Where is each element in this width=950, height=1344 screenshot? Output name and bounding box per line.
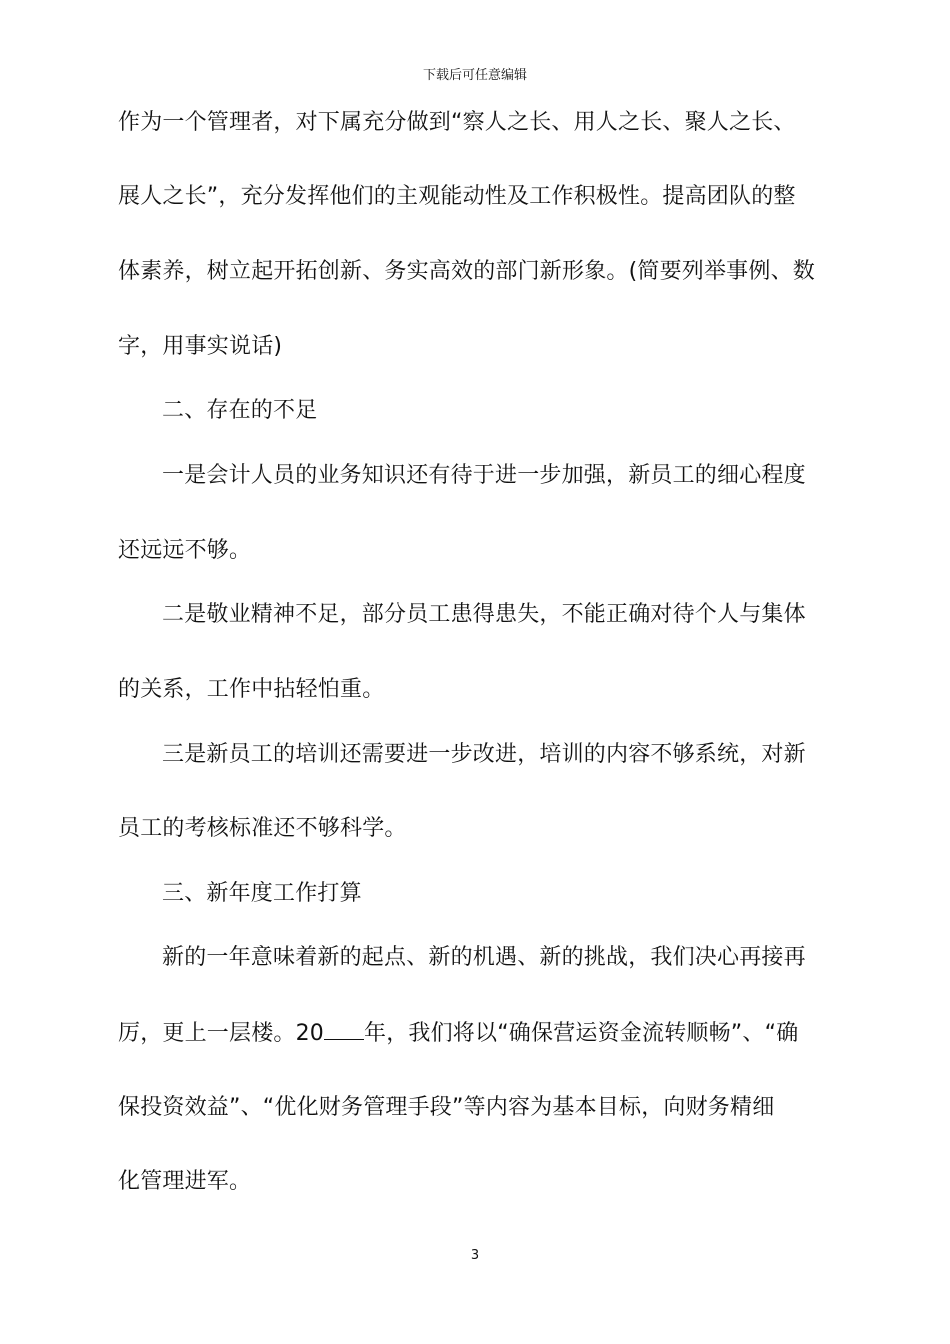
section-heading: 二、存在的不足 (162, 398, 318, 423)
paragraph-line: 一是会计人员的业务知识还有待于进一步加强，新员工的细心程度 (162, 463, 806, 488)
paragraph-line: 新的一年意味着新的起点、新的机遇、新的挑战，我们决心再接再 (162, 945, 806, 970)
line-text-after-blank: 年，我们将以“确保营运资金流转顺畅”、“确 (364, 1021, 799, 1046)
fill-in-blank (324, 1019, 364, 1040)
paragraph-line: 二是敬业精神不足，部分员工患得患失，不能正确对待个人与集体 (162, 602, 806, 627)
section-heading: 三、新年度工作打算 (162, 881, 362, 906)
paragraph-line: 的关系，工作中拈轻怕重。 (118, 677, 385, 702)
line-text-before-blank: 厉，更上一层楼。20 (118, 1021, 324, 1046)
paragraph-line: 员工的考核标准还不够科学。 (118, 816, 407, 841)
paragraph-line: 三是新员工的培训还需要进一步改进，培训的内容不够系统，对新 (162, 742, 806, 767)
paragraph-line: 展人之长”，充分发挥他们的主观能动性及工作积极性。提高团队的整 (118, 184, 796, 209)
page-number: 3 (470, 1248, 480, 1263)
paragraph-line: 字，用事实说话) (118, 334, 283, 359)
paragraph-line-with-blank (118, 1019, 798, 1048)
paragraph-line: 保投资效益”、“优化财务管理手段”等内容为基本目标，向财务精细 (118, 1095, 775, 1120)
paragraph-line: 还远远不够。 (118, 538, 252, 563)
paragraph-line: 化管理进军。 (118, 1169, 252, 1194)
paragraph-line: 作为一个管理者，对下属充分做到“察人之长、用人之长、聚人之长、 (118, 110, 796, 135)
paragraph-line: 体素养，树立起开拓创新、务实高效的部门新形象。(简要列举事例、数 (118, 259, 815, 284)
page-header: 下载后可任意编辑 (422, 68, 527, 83)
